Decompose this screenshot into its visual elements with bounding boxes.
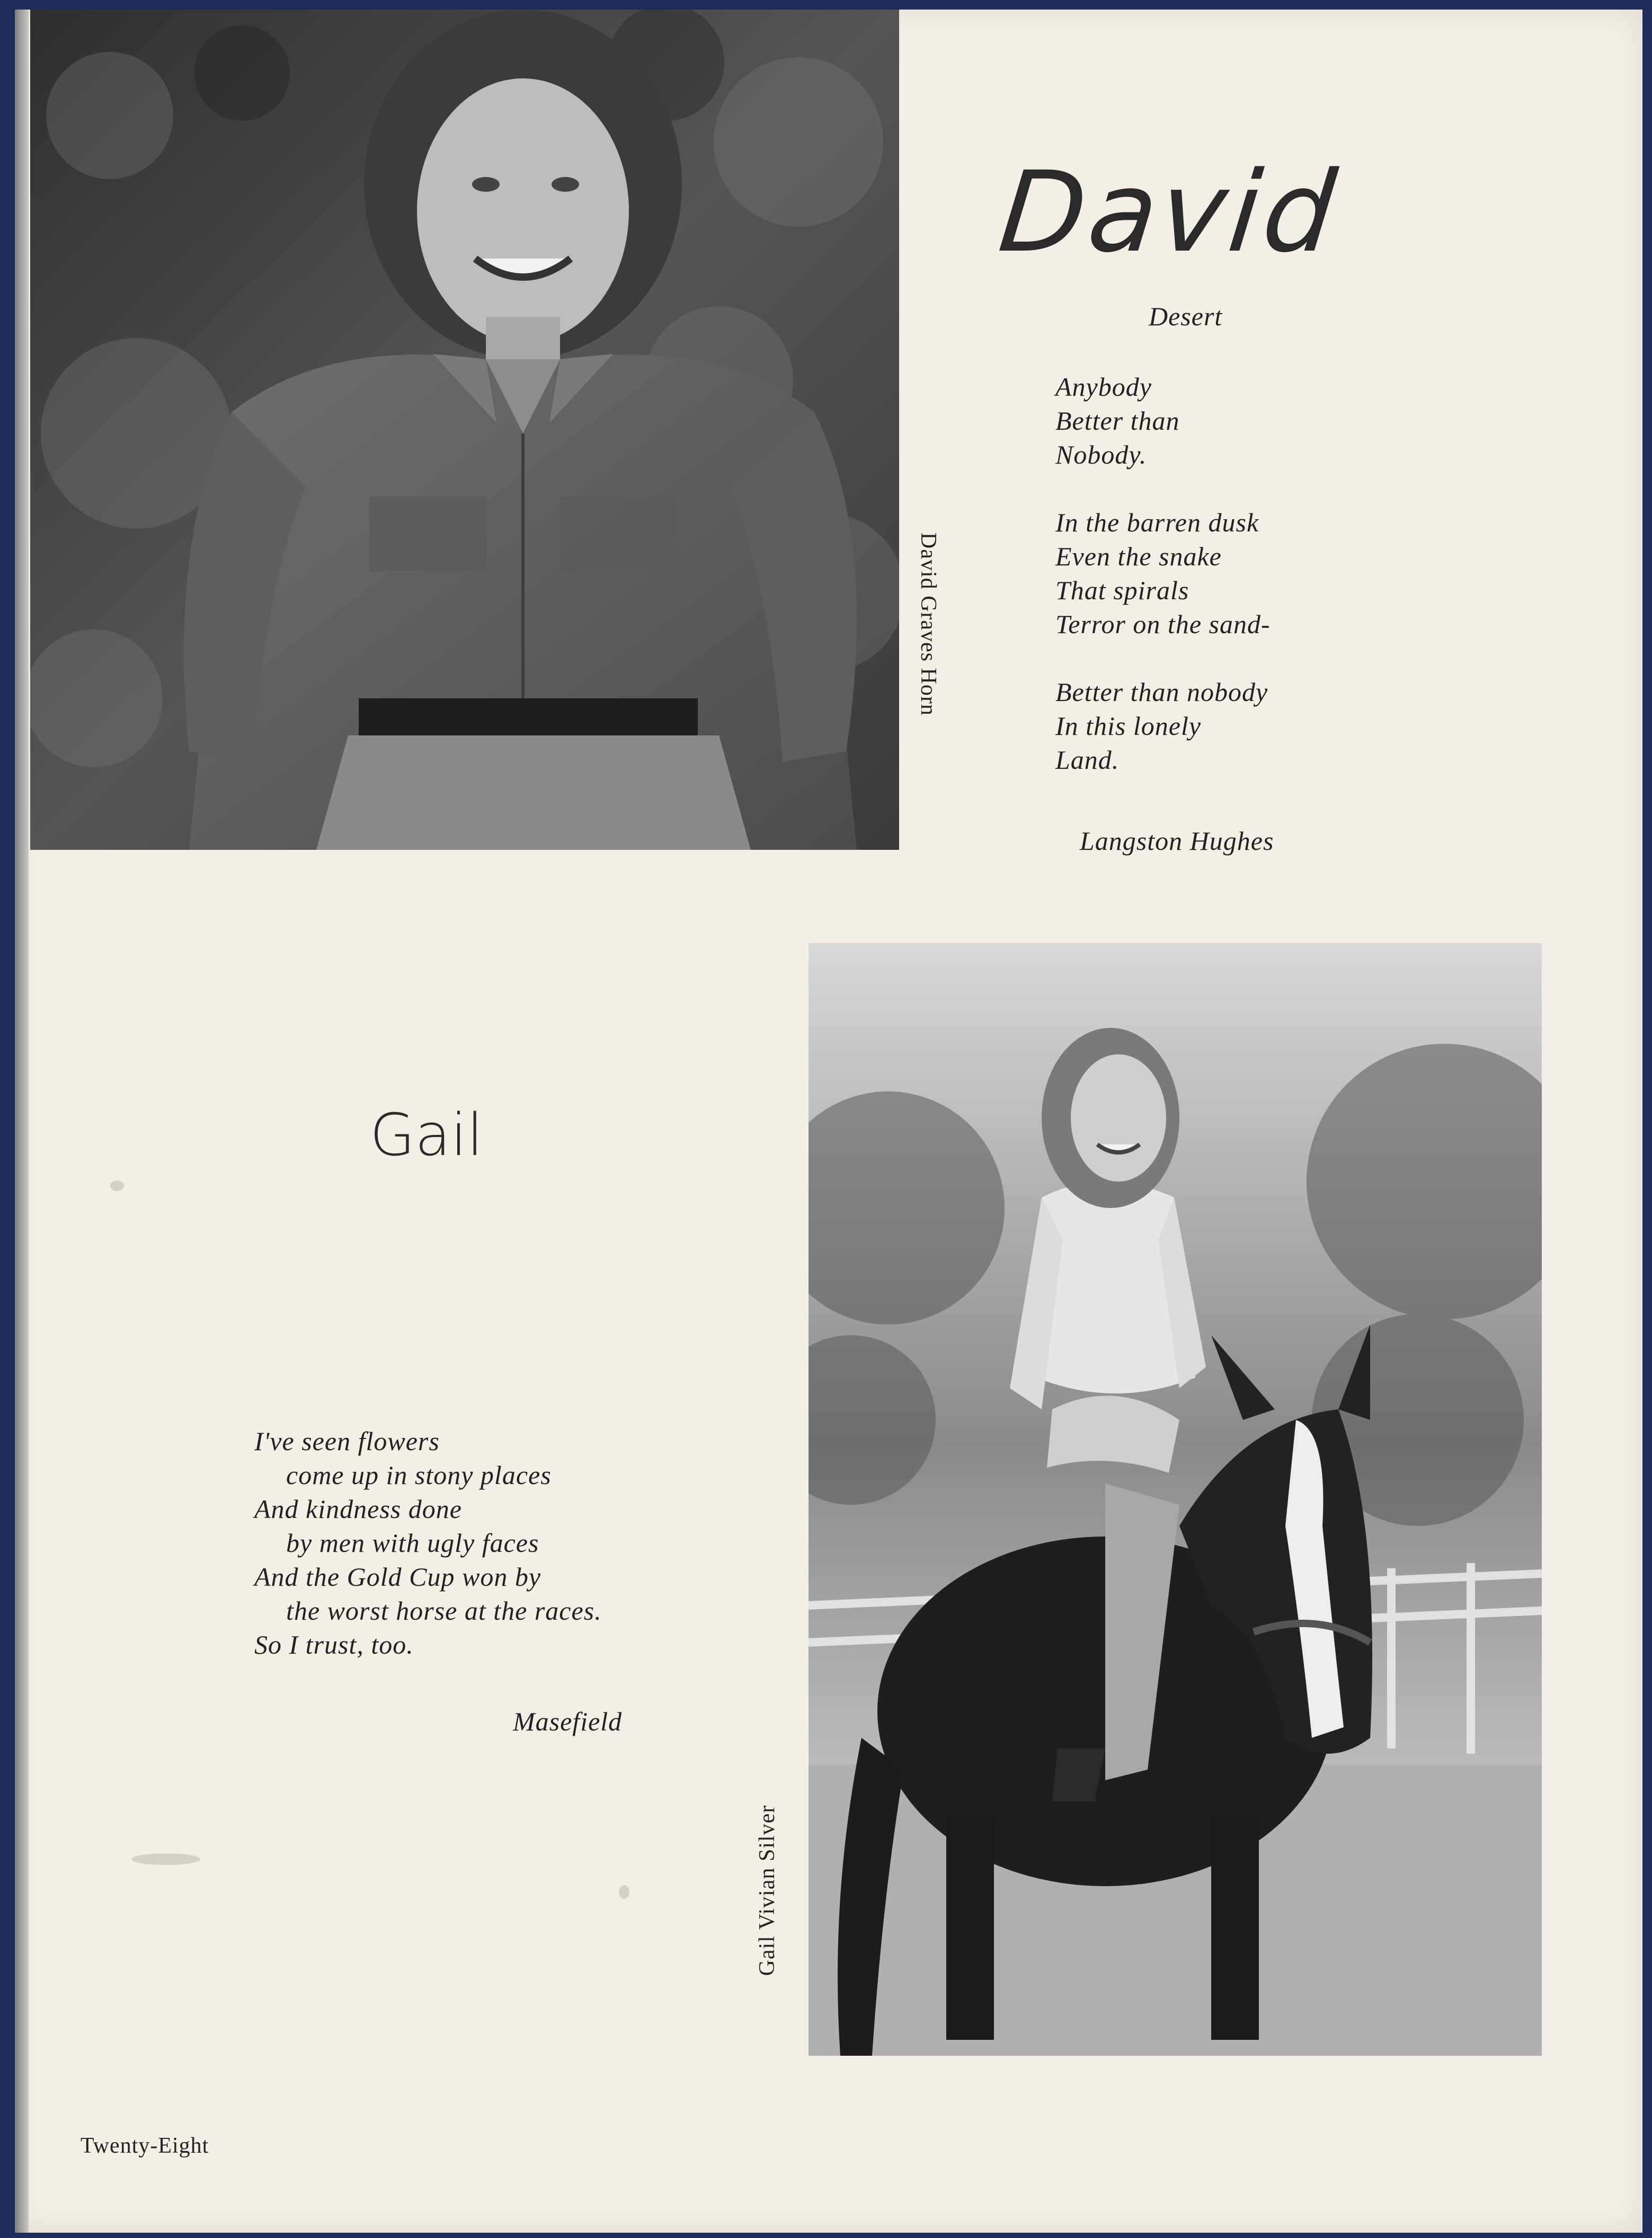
gail-signature: Gail xyxy=(370,1101,483,1169)
gail-poem-author: Masefield xyxy=(513,1707,623,1736)
david-poem xyxy=(1055,370,1271,811)
david-portrait-illustration xyxy=(30,10,899,850)
david-name-caption: David Graves Horn xyxy=(916,532,940,716)
gail-horse-photo xyxy=(809,943,1542,2056)
david-poem-author: Langston Hughes xyxy=(1080,826,1274,856)
poem-line: Better than nobody xyxy=(1055,677,1268,707)
yearbook-page xyxy=(15,10,1642,2233)
poem-line: the worst horse at the races. xyxy=(286,1596,602,1626)
poem-line: So I trust, too. xyxy=(254,1630,414,1659)
poem-line: Anybody xyxy=(1055,372,1152,402)
paper-smudge xyxy=(619,1885,629,1899)
gail-name-caption: Gail Vivian Silver xyxy=(755,1805,779,1976)
poem-line: Terror on the sand- xyxy=(1055,609,1271,639)
poem-line: In this lonely xyxy=(1055,711,1202,741)
david-poem-stanza-3 xyxy=(1055,675,1271,777)
david-signature: David xyxy=(993,147,1345,277)
david-poem-title: Desert xyxy=(1149,301,1223,331)
page-gutter xyxy=(15,10,29,2233)
poem-line: In the barren dusk xyxy=(1055,508,1259,537)
poem-line: I've seen flowers xyxy=(254,1426,440,1456)
poem-line: And the Gold Cup won by xyxy=(254,1562,541,1592)
poem-line: That spirals xyxy=(1055,575,1189,605)
david-poem-stanza-1 xyxy=(1055,370,1271,472)
poem-line: Better than xyxy=(1055,406,1180,436)
poem-line: come up in stony places xyxy=(286,1460,552,1490)
david-poem-stanza-2 xyxy=(1055,505,1271,641)
paper-smudge xyxy=(110,1180,124,1191)
paper-smudge xyxy=(131,1853,200,1865)
poem-line: And kindness done xyxy=(254,1494,462,1524)
poem-line: by men with ugly faces xyxy=(286,1528,539,1558)
poem-line: Even the snake xyxy=(1055,541,1222,571)
david-portrait-photo xyxy=(30,10,899,850)
poem-line: Land. xyxy=(1055,745,1120,775)
poem-line: Nobody. xyxy=(1055,440,1147,469)
gail-horse-illustration xyxy=(809,943,1542,2056)
gail-poem xyxy=(254,1424,602,1662)
page-number: Twenty-Eight xyxy=(81,2134,209,2158)
